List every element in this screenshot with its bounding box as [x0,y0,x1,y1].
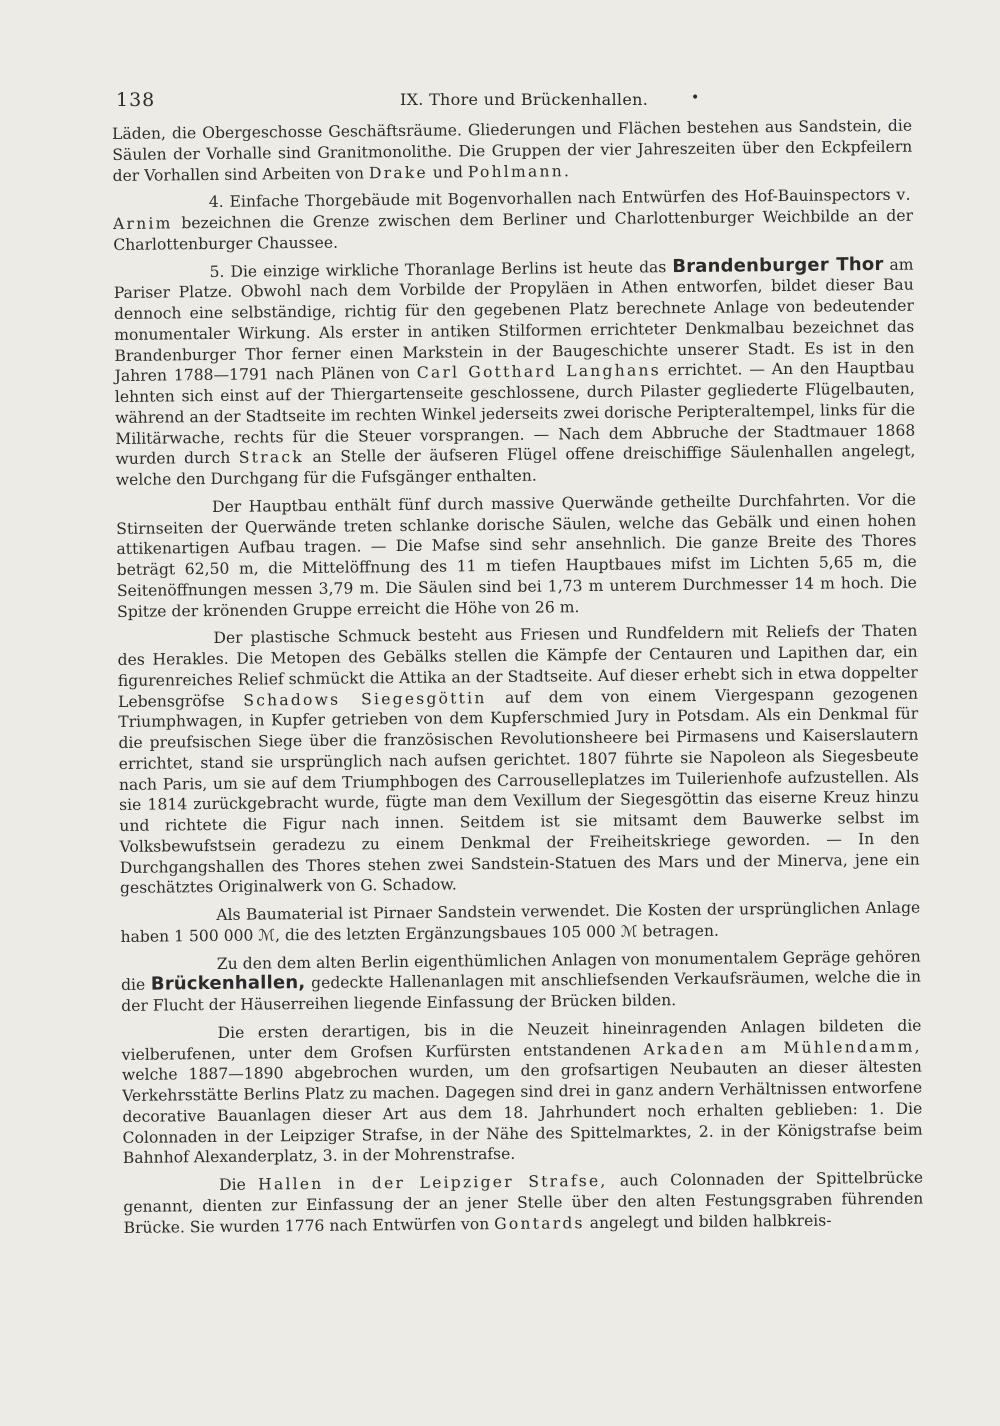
text-run: gedeckte Hallenanlagen mit anschliefsenden Verkaufsräumen, welche die in der Flucht der Häuserreihen liegende Einfassung der Brücken bilden. [121,967,922,1015]
person-name: Pohlmann [467,161,565,181]
person-name: Carl Gotthard Langhans [416,361,661,383]
person-name: Drake [368,163,428,182]
text-run: am Pariser Platze. Obwohl nach dem Vorbilde der Propyläen in Athen entworfen, bildet dieser Bau dennoch eine selbständige, richtig für den gegebenen Platz berechnete Anlage von bedeutender monumentaler Wirkung. Als erster in antiken Stilformen errichteter Denkmalbau bezeichnet das Brandenburger Thor ferner einen Markstein in der Baugeschichte unserer Stadt. Es ist in den Jahren 1788—1791 nach Plänen von [113,255,915,386]
running-title: IX. Thore und Brückenhallen. [400,90,649,109]
text-run: welche 1887—1890 abgebrochen wurden, um den grofsartigen Neubauten an dieser ältesten Verkehrsstätte Berlins Platz zu machen. Dagegen sind drei in ganz andern Verhältnissen entworfene decorative Bauanlagen dieser Art aus dem 18. Jahrhundert noch erhalten geblieben: 1. Die Colonnaden in der Leipziger Strafse, in der Nähe des Spittelmarktes, 2. in der Königstrafse beim Bahnhof Alexanderplatz, 3. in der Mohrenstrafse. [121,1057,923,1168]
text-run: auch Colonnaden der Spittelbrücke genannt, dienten zur Einfassung der an jener Stelle über den alten Festungsgraben führenden Brücke. Sie wurden 1776 nach Entwürfen von [123,1168,924,1237]
text-run: 4. Einfache Thorgebäude mit Bogenvorhallen nach Entwürfen des Hof-Bauinspectors [208,186,897,212]
inline-heading-brueckenhallen: Brückenhallen, [150,972,306,995]
text-run: Die ersten derartigen, bis in die Neuzeit hineinragenden Anlagen bildeten die vielberufenen, unter dem Grofsen Kurfürsten entstandenen [121,1016,922,1064]
text-run: Als Baumaterial ist Pirnaer Sandstein verwendet. Die Kosten der ursprünglichen Anlage haben 1 500 000 ℳ, die des letzten Ergänzungsbaues 105 000 ℳ betragen. [120,898,921,946]
paragraph-schmuck [117,621,920,899]
person-name: Schadows Siegesgöttin [243,688,487,710]
person-name: Strack [238,448,305,467]
place-name: Arkaden am Mühlendamm, [643,1037,922,1058]
text-run: Die [219,1175,259,1194]
text-run: Der plastische Schmuck besteht aus Friesen und Rundfeldern mit Reliefs der Thaten des Herakles. Die Metopen des Gebälks stellen die Kämpfe der Centauren und Lapithen dar, ein figurenreiches Relief schmückt die Attika an der Stadtseite. Auf dieser erhebt sich in etwa doppelter Lebensgröfse [117,621,918,711]
text-run: Zu den dem alten Berlin eigenthümlichen Anlagen von monumentalem Gepräge gehören die [120,947,921,995]
text-run: und [427,162,468,182]
paragraph-item-4 [113,185,914,256]
text-run: 5. Die einzige wirkliche Thoranlage Berlins ist heute das [209,257,673,281]
paragraph-item-5 [113,254,915,491]
paragraph-leipziger-hallen [123,1168,924,1239]
paragraph-brueckenhallen [121,946,922,1017]
text-run: an Stelle der äufseren Flügel offene dreischiffige Säulenhallen angelegt, welche den Durchgang für die Fufsgänger enthalten. [115,441,916,489]
print-mark: • [691,90,700,106]
page-number: 138 [116,89,156,111]
paragraph-continuation [112,116,913,187]
body-text [112,116,924,1246]
text-run: errichtet. — An den Hauptbau lehnten sich einst auf der Thiergartenseite geschlossene, durch Pilaster gegliederte Flügelbauten, während an der Stadtseite im rechten Winkel jederseits zwei dorische Peripteraltempel, links für die Militärwache, rechts für die Steuer vorsprangen. — Nach dem Abbruche der Stadtmauer 1868 wurden durch [114,358,916,469]
person-name: Gontards [494,1213,585,1233]
person-name: v. Arnim [112,185,913,233]
text-run: Der Hauptbau enthält fünf durch massive Querwände getheilte Durchfahrten. Vor die Stirnseiten der Querwände treten schlanke dorische Säulen, welche das Gebälk und einen hohen attikenartigen Aufbau tragen. — Die Mafse sind sehr ansehnlich. Die ganze Breite des Thores beträgt 62,50 m, die Mittelöffnung des 11 m tiefen Hauptbaues mifst im Lichten 5,65 m, die Seitenöffnungen messen 3,79 m. Die Säulen sind bei 1,73 m unterem Durchmesser 14 m hoch. Die Spitze der krönenden Gruppe erreicht die Höhe von 26 m. [116,490,917,621]
paragraph-arkaden [121,1015,922,1169]
inline-heading-brandenburger-thor: Brandenburger Thor [672,253,884,277]
place-name: Hallen in der Leipziger Strafse, [258,1171,608,1194]
paragraph-hauptbau [116,489,917,622]
text-run: Läden, die Obergeschosse Geschäftsräume. Gliederungen und Flächen bestehen aus Sandstein, die Säulen der Vorhalle sind Granitmonolithe. Die Gruppen der vier Jahreszeiten über den Eckpfeilern der Vorhallen sind Arbeiten von [112,116,913,185]
text-run: auf dem von einem Viergespann gezogenen Triumphwagen, in Kupfer getrieben von dem Kupferschmied Jury in Potsdam. Als ein Denkmal für die preufsischen Siege über die französischen Revolutionsheere bei Pirmasens und Kaiserslautern errichtet, stand sie ursprünglich nach aufsen gerichtet. 1807 führte sie Napoleon als Siegesbeute nach Paris, um sie auf dem Triumphbogen des Carrouselleplatzes im Tuilerienhofe aufzustellen. Als sie 1814 zurückgebracht wurde, fügte man dem Vexillum der Siegesgöttin das eiserne Kreuz hinzu und richtete die Figur nach innen. Seitdem ist sie mitsamt dem Bauwerke selbst im Volksbewufstsein geradezu zu einem Denkmal der Freiheitskriege geworden. — In den Durchgangshallen des Thores stehen zwei Sandstein-Statuen des Mars und der Minerva, jene ein geschätztes Originalwerk von G. Schadow. [118,684,920,898]
text-run: angelegt und bilden halbkreis- [584,1211,832,1232]
paragraph-baumaterial [120,898,920,948]
text-run: bezeichnen die Grenze zwischen dem Berliner und Charlottenburger Weichbilde an der Charlottenburger Chaussee. [113,206,914,254]
text-run: . [563,161,569,180]
